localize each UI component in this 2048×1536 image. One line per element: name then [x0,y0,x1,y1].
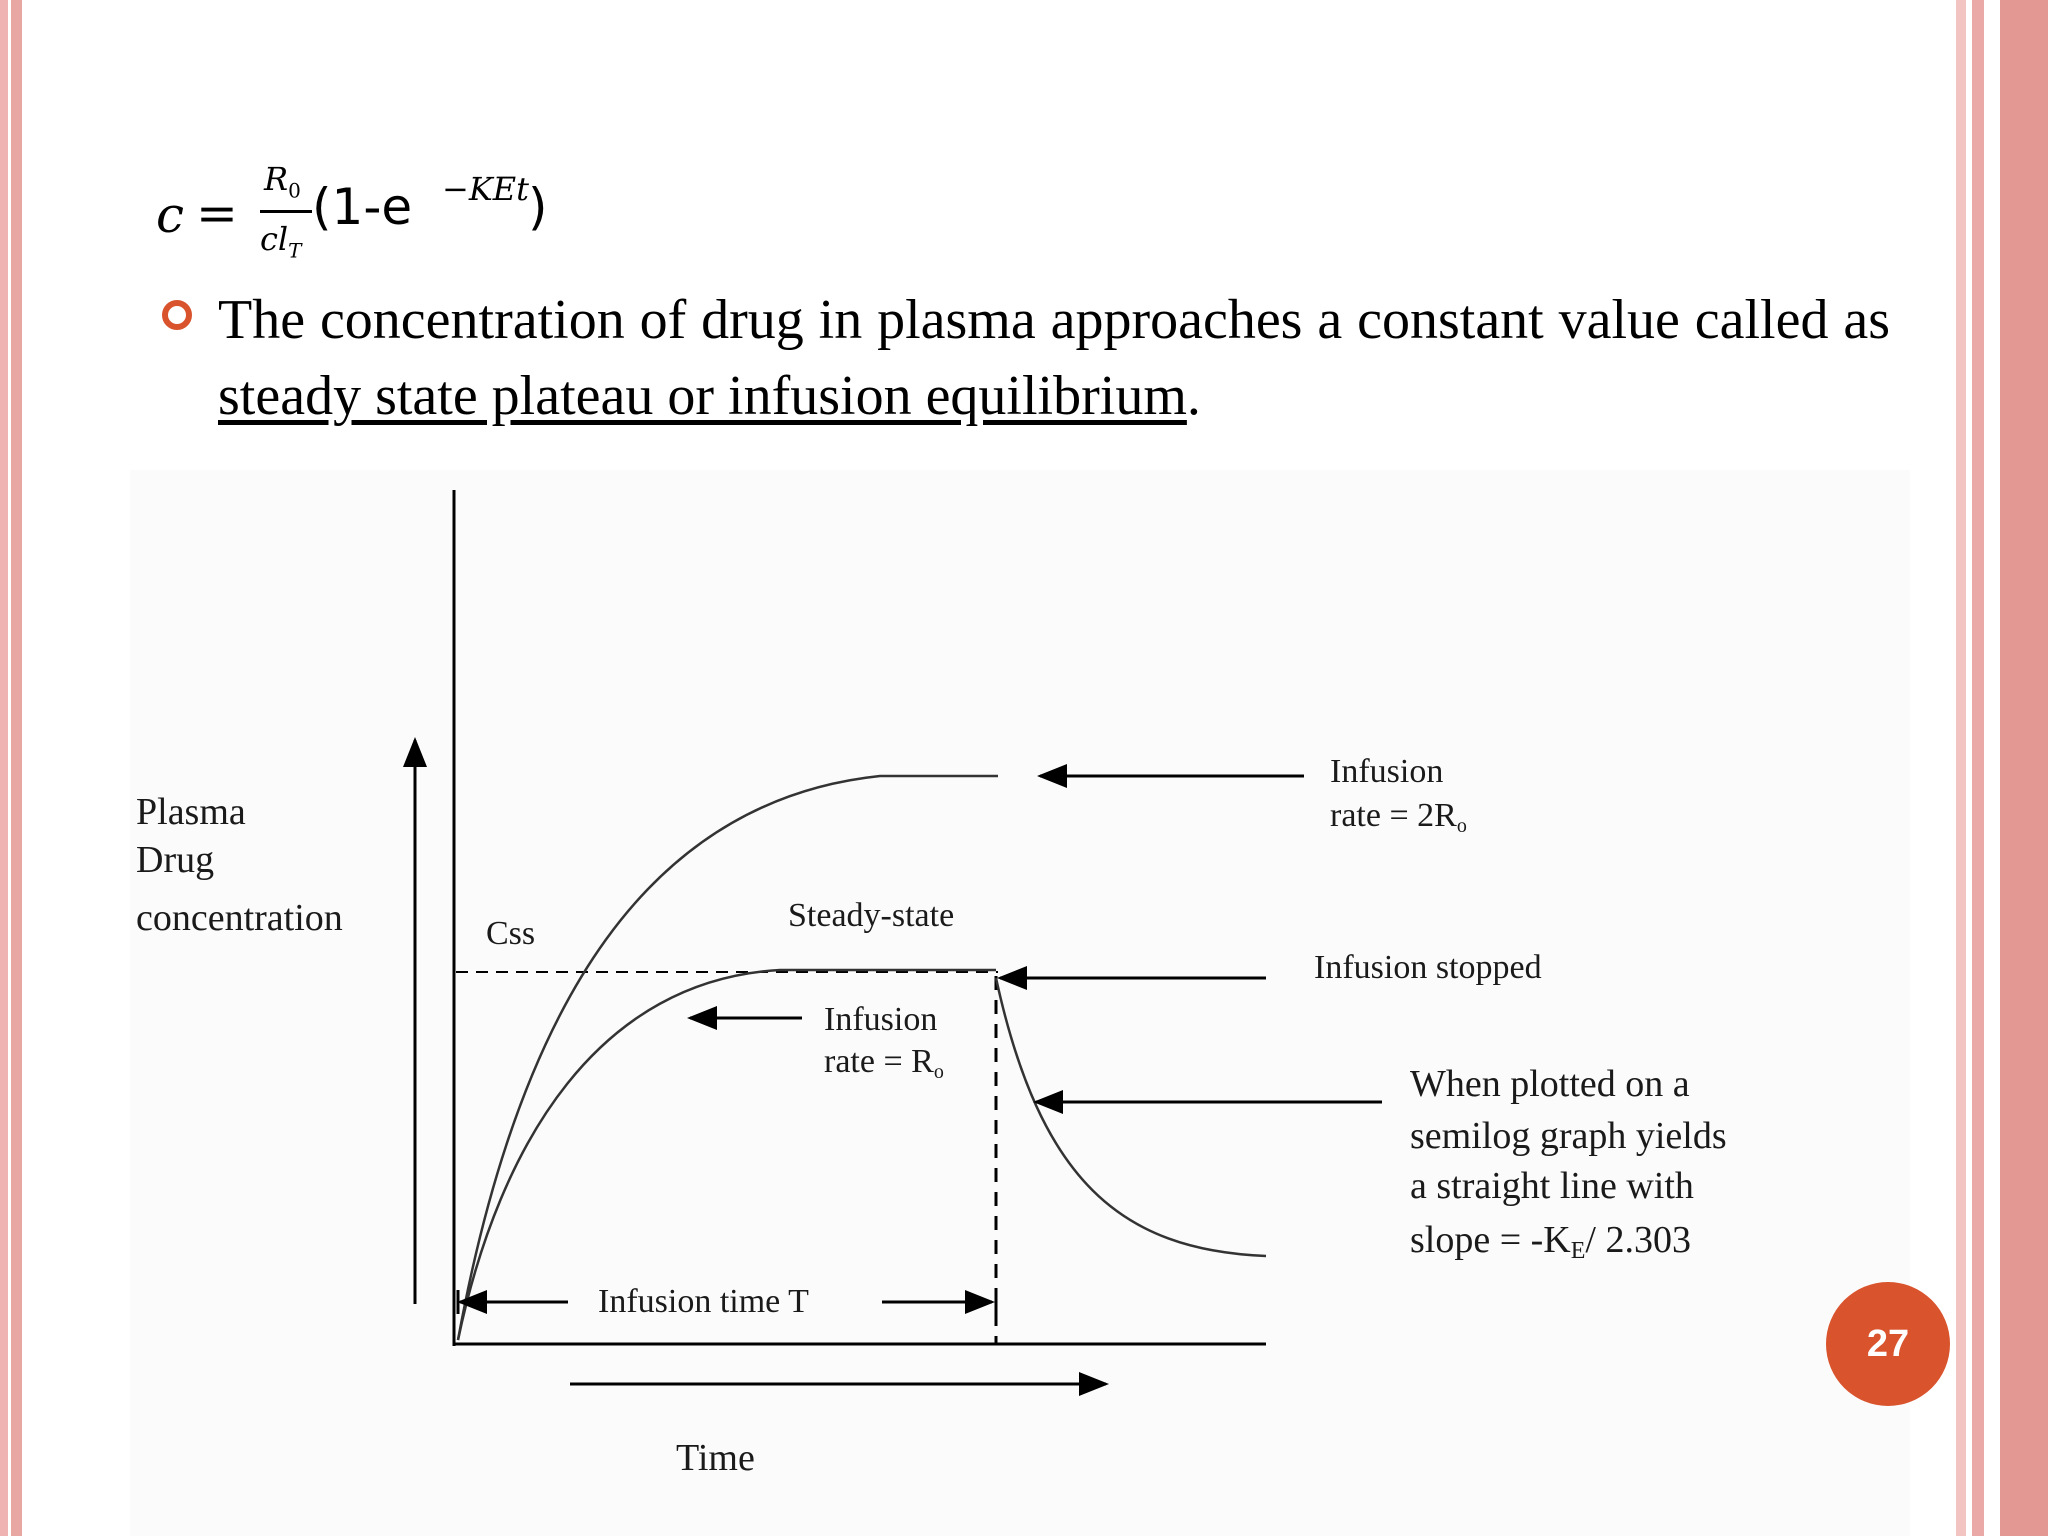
semilog-label-line3: a straight line with [1410,1165,1694,1207]
y-axis-label-line1: Plasma [136,791,246,833]
elimination-curve [996,978,1266,1256]
rate-r-label-line2: rate = Ro [824,1043,944,1083]
underlined-term: steady state plateau or infusion equilibrium [218,365,1187,427]
rate-r-label-line1: Infusion [824,1001,938,1038]
formula-equals: = [196,184,238,242]
semilog-label-line2: semilog graph yields [1410,1115,1727,1157]
bullet-text: The concentration of drug in plasma approaches a constant value called as steady state plateau or infusion equilibrium. [218,289,1890,427]
formula-body: (1-e [312,178,413,236]
steady-state-label: Steady-state [788,897,955,934]
infusion-stopped-label: Infusion stopped [1314,949,1542,986]
formula-exponent: −KEt [442,170,529,208]
semilog-label-line4: slope = -KE/ 2.303 [1410,1219,1691,1264]
formula-denominator: $cl_T$ [260,220,302,263]
y-axis-label-line2: Drug [136,839,215,881]
formula-close-paren: ) [528,178,548,236]
formula-c: c [156,186,185,244]
rate-2r-label-line2: rate = 2Ro [1330,797,1467,837]
rate-2r-label-line1: Infusion [1330,753,1444,790]
semilog-label-line1: When plotted on a [1410,1063,1690,1105]
y-axis-label-line3: concentration [136,897,343,939]
formula-numerator: $R_0$ [264,160,301,203]
infusion-time-label: Infusion time T [598,1283,809,1320]
css-label: Css [486,915,536,952]
page-number-badge: 27 [1826,1282,1950,1406]
x-axis-label: Time [676,1437,755,1479]
